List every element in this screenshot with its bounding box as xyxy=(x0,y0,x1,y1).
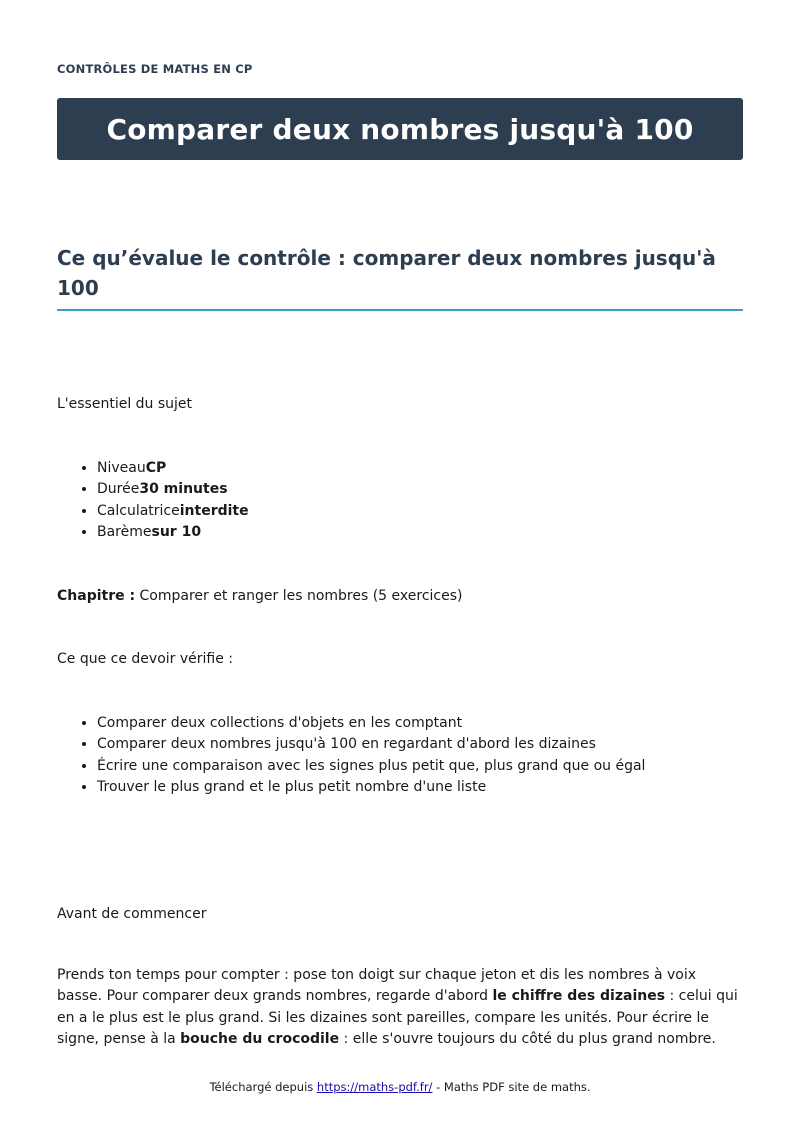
title-banner xyxy=(57,98,743,160)
paragraph-text: : celui qui en a le plus est le plus grand. Si les dizaines sont pareilles, compare les unités. Pour écrire le signe, pense à la xyxy=(57,988,738,1047)
before-paragraph xyxy=(57,965,743,1050)
paragraph-text: : elle s'ouvre toujours du côté du plus grand nombre. xyxy=(339,1030,716,1047)
item-label: Durée xyxy=(97,481,140,498)
page-footer xyxy=(0,1080,800,1094)
list-item: • Trouver le plus grand et le plus petit nombre d'une liste xyxy=(97,777,645,798)
paragraph-text: Prends ton temps pour compter : pose ton doigt sur chaque jeton et dis les nombres à voix basse. Pour comparer deux grands nombres, regarde d'abord xyxy=(57,967,697,1005)
item-value: CP xyxy=(145,460,167,476)
footer-link[interactable]: https://maths-pdf.fr/ xyxy=(316,1080,433,1094)
paragraph-emphasis: bouche du crocodile xyxy=(180,1030,340,1047)
footer-prefix: Téléchargé depuis xyxy=(209,1080,317,1094)
list-item xyxy=(97,522,249,543)
checks-heading: Ce que ce devoir vérifie : xyxy=(57,651,234,667)
item-value: interdite xyxy=(179,502,249,519)
essentials-heading: L'essentiel du sujet xyxy=(57,396,193,412)
item-label: Calculatrice xyxy=(97,502,180,519)
item-label: Barème xyxy=(97,523,152,540)
essentials-list xyxy=(57,458,249,543)
list-item xyxy=(97,458,249,479)
list-item: • Comparer deux nombres jusqu'à 100 en regardant d'abord les dizaines xyxy=(97,734,645,755)
section-divider xyxy=(57,309,743,311)
item-value: sur 10 xyxy=(151,523,202,540)
chapter-text: Comparer et ranger les nombres (5 exercices) xyxy=(135,588,463,604)
list-item xyxy=(97,479,249,500)
page-title: Comparer deux nombres jusqu'à 100 xyxy=(106,112,694,146)
series-kicker: CONTRÔLES DE MATHS EN CP xyxy=(57,62,253,76)
footer-suffix: - Maths PDF site de maths. xyxy=(432,1080,591,1094)
chapter-label: Chapitre : xyxy=(57,588,136,604)
paragraph-emphasis: le chiffre des dizaines xyxy=(492,988,666,1005)
list-item xyxy=(97,501,249,522)
list-item: • Écrire une comparaison avec les signes plus petit que, plus grand que ou égal xyxy=(97,756,645,777)
chapter-line xyxy=(57,586,462,607)
list-item: • Comparer deux collections d'objets en les comptant xyxy=(97,713,645,734)
checks-list xyxy=(57,713,645,798)
item-label: Niveau xyxy=(97,460,146,476)
before-heading: Avant de commencer xyxy=(57,906,207,922)
section-title: Ce qu’évalue le contrôle : comparer deux nombres jusqu'à 100 xyxy=(57,246,716,300)
item-value: 30 minutes xyxy=(139,481,228,498)
